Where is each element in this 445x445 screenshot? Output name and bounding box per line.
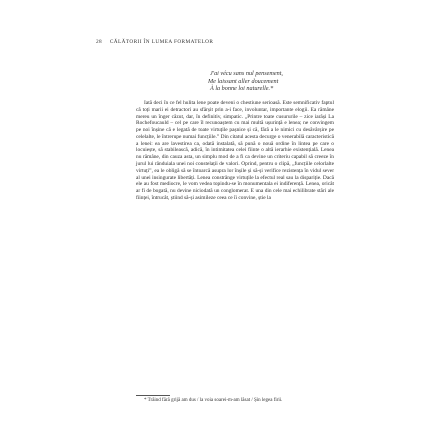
body-text: [136, 100, 334, 202]
page-number: 28: [96, 39, 103, 45]
footnote-text: * Trăind fără grijă am dus / la voia soarei-m-am lăsat / Șin legea firii.: [144, 398, 283, 403]
footnote-rule: [136, 395, 170, 396]
body-paragraph: Iată deci în ce fel hulita lene poate deveni o chestiune serioasă. Este semnificativ faptul că toți marii ei detractori au sfârșit prin a-i face, involuntar, importante elogii. Ea rămâne mereu un înger căzut, dar, în definitiv, simpatic. „Printre toate cusururile – zice iarăși La Rochefoucauld – cel pe care îl recunoaștem cu mai multă ușurință e lenea; ne convingem pe noi înșine că e legată de toate virtuțile pașnice și că, fără a le nimici cu desăvârșire pe celelalte, le întrerupe numai funcțiile.” Din citatul acesta decurge o venerabilă caracteristică a lenei: ea are lavestirea ca, odată instalată, să pună o nouă ordine în lintea pe care o locuiește, să stabilească, adică, în intimitatea celei fiinte o altă ierarhie existențială. Lenea nu rămâne, din cauza asta, un simplu mod de a fi ca devine un criteriu capabil să creeze în jurul lui rânduiala unei noi constelații de valori. Oprind, pentru o clipă, „funcțiile celorlalte virtuți”, ea le obligă să se întoarcă asupra lor înșile și să-și verifice rezistența în vidul sever al unei insingurate libertăți. Lenea constrânge virtuțile la efectul real sau la dispariție. Dacă ele au fost mediocre, le vom vedea topindu-se în monumentala ei indiferență. Lenea, oricât ar fi de bogată, nu devine niciodată un conglomerat. E una din cele mai echilibrate stări ale ființei, întrucât, știind să-și asimileze ceea ce îi convine, știe la: [136, 100, 334, 201]
epigraph: [210, 70, 283, 93]
epigraph-line: Me laissant aller doucement: [208, 77, 279, 85]
epigraph-line: J'ai vécu sans nul pensement,: [210, 70, 283, 77]
running-header: [96, 39, 213, 45]
epigraph-line: À la bonne loi naturelle.*: [210, 85, 274, 93]
footnote: [136, 398, 334, 404]
running-title: CĂLĂTORII ÎN LUMEA FORMATELOR: [109, 39, 214, 45]
